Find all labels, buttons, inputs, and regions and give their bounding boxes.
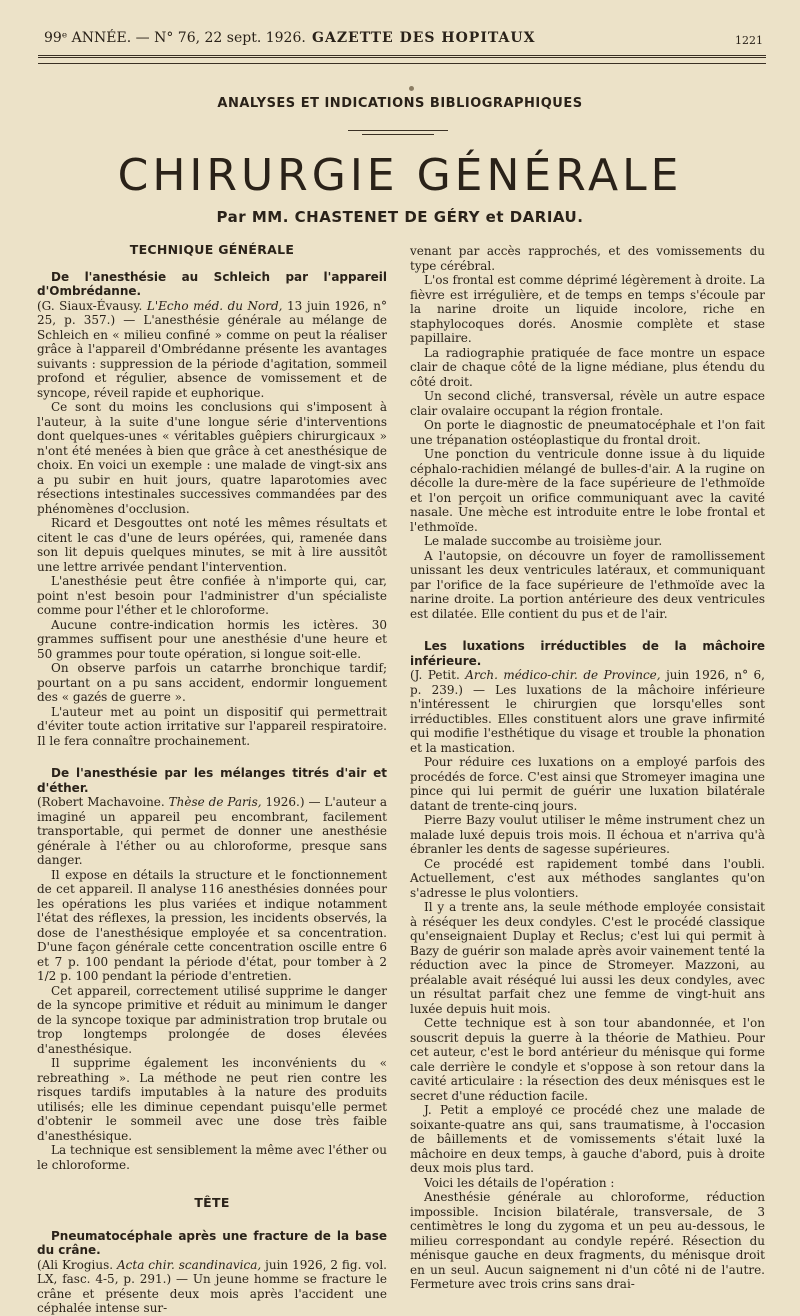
paragraph: Cette technique est à son tour abandonnée, et l'on souscrit depuis la guerre à la théorie de Mathieu. Pour cet auteur, c'est le bord antérieur du ménisque qui forme cale derrière le condyle et s'oppose à son retour dans la cavité articulaire : la résection des deux ménisques est le secret d'une réduction facile.	[410, 1016, 765, 1103]
article-citation	[37, 299, 387, 401]
paragraph: Il y a trente ans, la seule méthode employée consistait à réséquer les deux condyles. C'est le procédé classique qu'enseignaient Duplay et Reclus; c'est lui qui permit à Bazy de guérir son malade après avoir vainement tenté la réduction avec la pince de Stromeyer. Mazzoni, au préalable avait réséqué lui aussi les deux condyles, avec un résultat parfait chez une femme de vingt-huit ans luxée depuis huit mois.	[410, 900, 765, 1016]
divider-rule	[348, 130, 448, 131]
left-column	[37, 243, 387, 1316]
header-issue-info: 99ᵉ ANNÉE. — N° 76, 22 sept. 1926.	[44, 30, 306, 46]
article-source: L'Echo méd. du Nord,	[146, 298, 283, 313]
paragraph: Une ponction du ventricule donne issue à du liquide céphalo-rachidien mélangé de bulles-d'air. A la rugine on décolle la dure-mère de la face supérieure de l'ethmoïde et l'on perçoit un orifice communiquant avec la cavité nasale. Une mèche est introduite entre le lobe frontal et l'ethmoïde.	[410, 447, 765, 534]
section-heading: ANALYSES ET INDICATIONS BIBLIOGRAPHIQUES	[217, 96, 583, 111]
paragraph: Cet appareil, correctement utilisé supprime le danger de la syncope primitive et réduit au minimum le danger de la syncope toxique par administration trop brutale ou trop longtemps prolongée de doses élevées d'anesthésique.	[37, 983, 387, 1056]
article-source: Arch. médico-chir. de Province,	[465, 668, 661, 682]
article-text: juin 1926, 2 fig. vol. LX, fasc. 4-5, p. 291.) — Un jeune homme se fracture le crâne et présente deux mois après l'accident une céphalée intense sur-	[37, 1257, 387, 1315]
article-citation	[37, 795, 387, 868]
article-title: Les luxations irréductibles de la mâchoire inférieure.	[410, 639, 765, 668]
paragraph: Pierre Bazy voulut utiliser le même instrument chez un malade luxé depuis trois mois. Il échoua et n'arriva qu'à ébranler les dents de sagesse supérieures.	[410, 813, 765, 856]
header-journal-name: GAZETTE DES HOPITAUX	[312, 30, 536, 46]
paragraph: A l'autopsie, on découvre un foyer de ramollissement unissant les deux ventricules latéraux, et communiquant par l'orifice de la face supérieure de l'ethmoïde avec la narine droite. La portion antérieure des deux ventricules est dilatée. Elle contient du pus et de l'air.	[410, 548, 765, 621]
paragraph: La radiographie pratiquée de face montre un espace clair de chaque côté de la ligne médiane, plus étendu du côté droit.	[410, 345, 765, 389]
article-source: Acta chir. scandinavica,	[117, 1257, 262, 1272]
article-author: (Ali Krogius.	[37, 1257, 114, 1272]
header-double-rule	[38, 55, 766, 62]
article-title: De l'anesthésie par les mélanges titrés d'air et d'éther.	[37, 766, 387, 795]
page-title: CHIRURGIE GÉNÉRALE	[117, 150, 683, 201]
paragraph: venant par accès rapprochés, et des vomissements du type cérébral.	[410, 244, 765, 273]
paragraph: L'auteur met au point un dispositif qui permettrait d'éviter toute action irritative sur l'appareil respiratoire. Il le fera connaître prochainement.	[37, 704, 387, 748]
divider-rule-lower	[362, 134, 434, 135]
paragraph: Pour réduire ces luxations on a employé parfois des procédés de force. C'est ainsi que Stromeyer imagina une pince qui lui permit de guérir une luxation bilatérale datant de trente-cinq jours.	[410, 755, 765, 813]
header-rule	[38, 63, 766, 64]
paragraph: La technique est sensiblement la même avec l'éther ou le chloroforme.	[37, 1143, 387, 1172]
article-source: Thèse de Paris,	[168, 795, 262, 809]
subhead-technique-generale: TECHNIQUE GÉNÉRALE	[129, 242, 295, 257]
paragraph: Anesthésie générale au chloroforme, réduction impossible. Incision bilatérale, transversale, de 3 centimètres le long du zygoma et un peu au-dessous, le milieu correspondant au condyle repéré. Résection du ménisque gauche en deux fragments, du ménisque droit en un seul. Aucun saignement ni d'un côté ni de l'autre. Fermeture avec trois crins sans drai-	[410, 1190, 765, 1291]
paragraph: Le malade succombe au troisième jour.	[424, 534, 663, 548]
paragraph: L'os frontal est comme déprimé légèrement à droite. La fièvre est irrégulière, et de temps en temps s'écoule par la narine droite un liquide incolore, riche en staphylocoques dorés. Anosmie complète et stase papillaire.	[410, 273, 765, 345]
ornament-dot	[409, 86, 414, 91]
article-citation	[410, 668, 765, 755]
article-text: juin 1926, n° 6, p. 239.) — Les luxations de la mâchoire inférieure n'intéressent le chirurgien que lorsqu'elles sont irréductibles. Elles constituent alors une grave infirmité qui modifie l'esthétique du visage et trouble la phonation et la mastication.	[410, 668, 765, 755]
article-author: (G. Siaux-Évausy.	[37, 298, 143, 313]
right-column	[410, 244, 765, 1292]
paragraph: Aucune contre-indication hormis les ictères. 30 grammes suffisent pour une anesthésie d'une heure et 50 grammes pour toute opération, si longue soit-elle.	[37, 617, 387, 661]
article-citation	[37, 1258, 387, 1316]
article-title: Pneumatocéphale après une fracture de la base du crâne.	[37, 1228, 387, 1257]
paragraph: On observe parfois un catarrhe bronchique tardif; pourtant on a pu sans accident, endormir longuement des « gazés de guerre ».	[37, 661, 387, 704]
paragraph: On porte le diagnostic de pneumatocéphale et l'on fait une trépanation ostéoplastique du frontal droit.	[410, 418, 765, 447]
paragraph: Voici les détails de l'opération :	[424, 1175, 615, 1190]
paragraph: L'anesthésie peut être confiée à n'importe qui, car, point n'est besoin pour l'administrer d'un spécialiste comme pour l'éther et le chloroforme.	[37, 574, 387, 617]
article-author: (Robert Machavoine.	[37, 795, 165, 809]
paragraph: Il expose en détails la structure et le fonctionnement de cet appareil. Il analyse 116 anesthésies données pour les opérations les plus variées et indique notamment l'état des réflexes, la pression, les incidents observés, la dose de l'anesthésique employée et sa concentration. D'une façon générale cette concentration oscille entre 6 et 7 p. 100 pendant la période d'état, pour tomber à 2 1/2 p. 100 pendant la période d'entretien.	[37, 867, 387, 983]
article-author: (J. Petit.	[410, 668, 460, 682]
paragraph: Ce sont du moins les conclusions qui s'imposent à l'auteur, à la suite d'une longue série d'interventions dont quelques-unes « véritables guêpiers chirurgicaux » n'ont été menées à bien que grâce à cet anesthésique de choix. En voici un exemple : une malade de vingt-six ans a pu subir en huit jours, quatre laparotomies avec résections intestinales successives commandées par des phénomènes d'occlusion.	[37, 400, 387, 516]
paragraph: Ce procédé est rapidement tombé dans l'oubli. Actuellement, c'est aux méthodes sanglantes qu'on s'adresse le plus volontiers.	[410, 856, 765, 900]
article-text: 1926.) — L'auteur a imaginé un appareil peu encombrant, facilement transportable, qui permet de donner une anesthésie générale à l'éther ou au chloroforme, presque sans danger.	[37, 795, 387, 867]
authors-line: Par MM. CHASTENET DE GÉRY et DARIAU.	[216, 208, 584, 226]
header-page-number: 1221	[735, 34, 763, 47]
article-text: 13 juin 1926, n° 25, p. 357.) — L'anesthésie générale au mélange de Schleich en « milieu confiné » comme on peut la réaliser grâce à l'appareil d'Ombrédanne présente les avantages suivants : suppression de la période d'agitation, sommeil profond et régulier, absence de vomissement et de syncope, réveil rapide et euphorique.	[37, 298, 387, 400]
paragraph: Un second cliché, transversal, révèle un autre espace clair ovalaire occupant la région frontale.	[410, 389, 765, 418]
paragraph: Il supprime également les inconvénients du « rebreathing ». La méthode ne peut rien contre les risques tardifs imputables à la nature des produits utilisés; elle les diminue cependant puisqu'elle permet d'obtenir le sommeil avec une dose très faible d'anesthésique.	[37, 1056, 387, 1143]
subhead-tete: TÊTE	[194, 1195, 230, 1210]
article-title: De l'anesthésie au Schleich par l'appareil d'Ombrédanne.	[37, 269, 387, 298]
paragraph: J. Petit a employé ce procédé chez une malade de soixante-quatre ans qui, sans traumatisme, à l'occasion de bâillements et de vomissements s'était luxé la mâchoire en deux temps, à gauche d'abord, puis à droite deux mois plus tard.	[410, 1103, 765, 1175]
paragraph: Ricard et Desgouttes ont noté les mêmes résultats et citent le cas d'une de leurs opérées, qui, ramenée dans son lit depuis quelques minutes, se mit à lire aussitôt une lettre arrivée pendant l'intervention.	[37, 516, 387, 574]
